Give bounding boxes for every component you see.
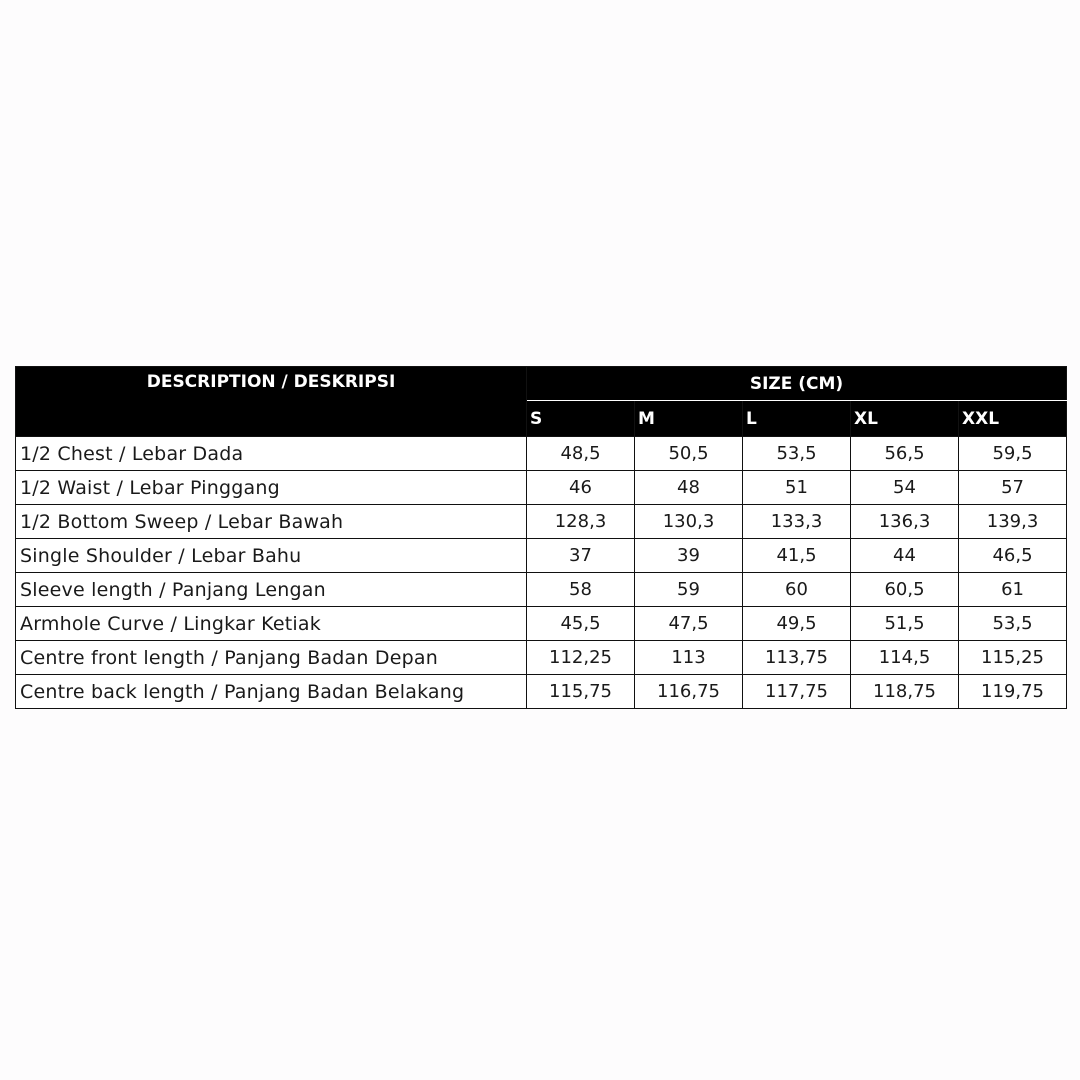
size-header-m: M xyxy=(635,401,743,437)
cell-value: 45,5 xyxy=(527,607,635,641)
cell-value: 46 xyxy=(527,471,635,505)
size-header-s: S xyxy=(527,401,635,437)
cell-value: 41,5 xyxy=(743,539,851,573)
cell-value: 113,75 xyxy=(743,641,851,675)
table-row xyxy=(16,539,1067,573)
cell-value: 47,5 xyxy=(635,607,743,641)
cell-value: 116,75 xyxy=(635,675,743,709)
cell-value: 133,3 xyxy=(743,505,851,539)
cell-value: 46,5 xyxy=(959,539,1067,573)
cell-value: 49,5 xyxy=(743,607,851,641)
cell-value: 60,5 xyxy=(851,573,959,607)
cell-value: 139,3 xyxy=(959,505,1067,539)
cell-value: 39 xyxy=(635,539,743,573)
table-row xyxy=(16,641,1067,675)
cell-value: 59 xyxy=(635,573,743,607)
cell-value: 50,5 xyxy=(635,437,743,471)
size-header: SIZE (CM) xyxy=(527,367,1067,401)
cell-value: 114,5 xyxy=(851,641,959,675)
table-row xyxy=(16,573,1067,607)
row-label: Armhole Curve / Lingkar Ketiak xyxy=(16,607,527,641)
cell-value: 54 xyxy=(851,471,959,505)
cell-value: 53,5 xyxy=(959,607,1067,641)
cell-value: 44 xyxy=(851,539,959,573)
cell-value: 112,25 xyxy=(527,641,635,675)
row-label: Centre front length / Panjang Badan Depan xyxy=(16,641,527,675)
row-label: Centre back length / Panjang Badan Belakang xyxy=(16,675,527,709)
cell-value: 113 xyxy=(635,641,743,675)
cell-value: 60 xyxy=(743,573,851,607)
cell-value: 56,5 xyxy=(851,437,959,471)
cell-value: 59,5 xyxy=(959,437,1067,471)
cell-value: 58 xyxy=(527,573,635,607)
cell-value: 37 xyxy=(527,539,635,573)
cell-value: 51,5 xyxy=(851,607,959,641)
cell-value: 115,25 xyxy=(959,641,1067,675)
cell-value: 128,3 xyxy=(527,505,635,539)
row-label: 1/2 Chest / Lebar Dada xyxy=(16,437,527,471)
cell-value: 117,75 xyxy=(743,675,851,709)
row-label: Sleeve length / Panjang Lengan xyxy=(16,573,527,607)
description-header: DESCRIPTION / DESKRIPSI xyxy=(16,367,527,437)
cell-value: 118,75 xyxy=(851,675,959,709)
cell-value: 48 xyxy=(635,471,743,505)
table-row xyxy=(16,505,1067,539)
row-label: 1/2 Bottom Sweep / Lebar Bawah xyxy=(16,505,527,539)
size-chart-body xyxy=(16,437,1067,709)
cell-value: 48,5 xyxy=(527,437,635,471)
table-row xyxy=(16,607,1067,641)
cell-value: 53,5 xyxy=(743,437,851,471)
cell-value: 51 xyxy=(743,471,851,505)
cell-value: 115,75 xyxy=(527,675,635,709)
row-label: Single Shoulder / Lebar Bahu xyxy=(16,539,527,573)
cell-value: 119,75 xyxy=(959,675,1067,709)
table-row xyxy=(16,675,1067,709)
cell-value: 57 xyxy=(959,471,1067,505)
table-row xyxy=(16,471,1067,505)
cell-value: 130,3 xyxy=(635,505,743,539)
size-chart-table xyxy=(15,366,1067,709)
size-header-l: L xyxy=(743,401,851,437)
size-chart-header xyxy=(16,367,1067,437)
row-label: 1/2 Waist / Lebar Pinggang xyxy=(16,471,527,505)
cell-value: 136,3 xyxy=(851,505,959,539)
table-row xyxy=(16,437,1067,471)
cell-value: 61 xyxy=(959,573,1067,607)
size-header-xxl: XXL xyxy=(959,401,1067,437)
size-header-xl: XL xyxy=(851,401,959,437)
